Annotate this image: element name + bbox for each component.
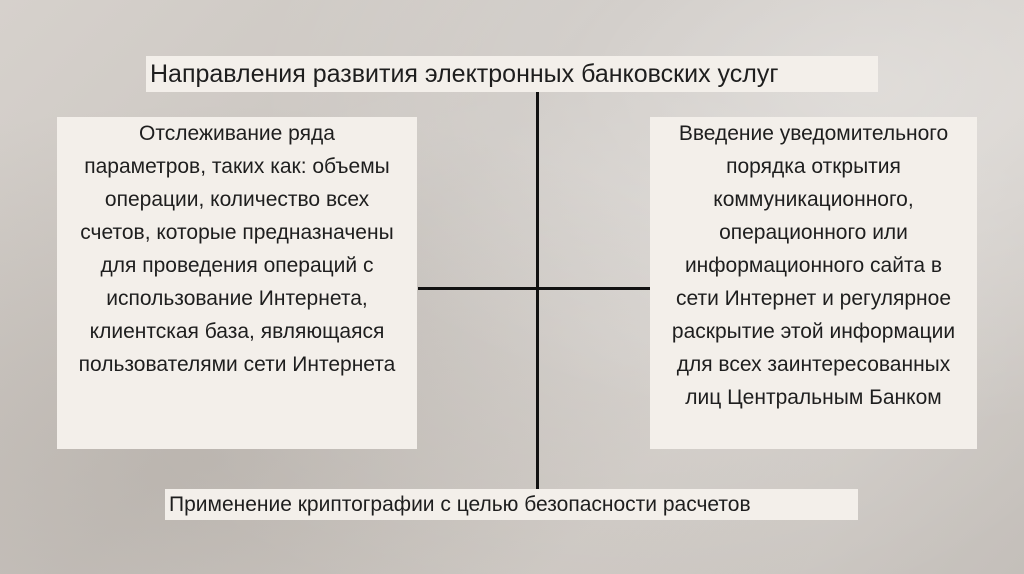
right-line: раскрытие этой информации: [671, 320, 956, 343]
right-line: операционного или: [719, 221, 908, 244]
horizontal-connector-line: [418, 287, 650, 290]
diagram-title: Направления развития электронных банковских услуг: [146, 56, 878, 92]
left-line: Отслеживание ряда: [139, 122, 335, 145]
vertical-connector-line: [536, 92, 539, 512]
left-line: для проведения операций с: [100, 254, 374, 277]
bottom-direction-box: Применение криптографии с целью безопасности расчетов: [165, 489, 858, 520]
left-line: операции, количество всех: [104, 188, 370, 211]
right-line: порядка открытия: [726, 155, 901, 178]
right-line: информационного сайта в: [684, 254, 943, 277]
left-direction-box: [57, 117, 417, 449]
left-line: пользователями сети Интернета: [78, 353, 396, 376]
right-line: лиц Центральным Банком: [685, 386, 942, 409]
right-line: коммуникационного,: [713, 188, 914, 211]
left-line: счетов, которые предназначены: [80, 221, 394, 244]
left-line: параметров, таких как: объемы: [84, 155, 390, 178]
right-line: сети Интернет и регулярное: [675, 287, 951, 310]
left-line: клиентская база, являющаяся: [89, 320, 385, 343]
right-direction-box: [650, 117, 977, 449]
right-line: Введение уведомительного: [678, 122, 949, 145]
left-line: использование Интернета,: [106, 287, 368, 310]
right-line: для всех заинтересованных: [676, 353, 951, 376]
